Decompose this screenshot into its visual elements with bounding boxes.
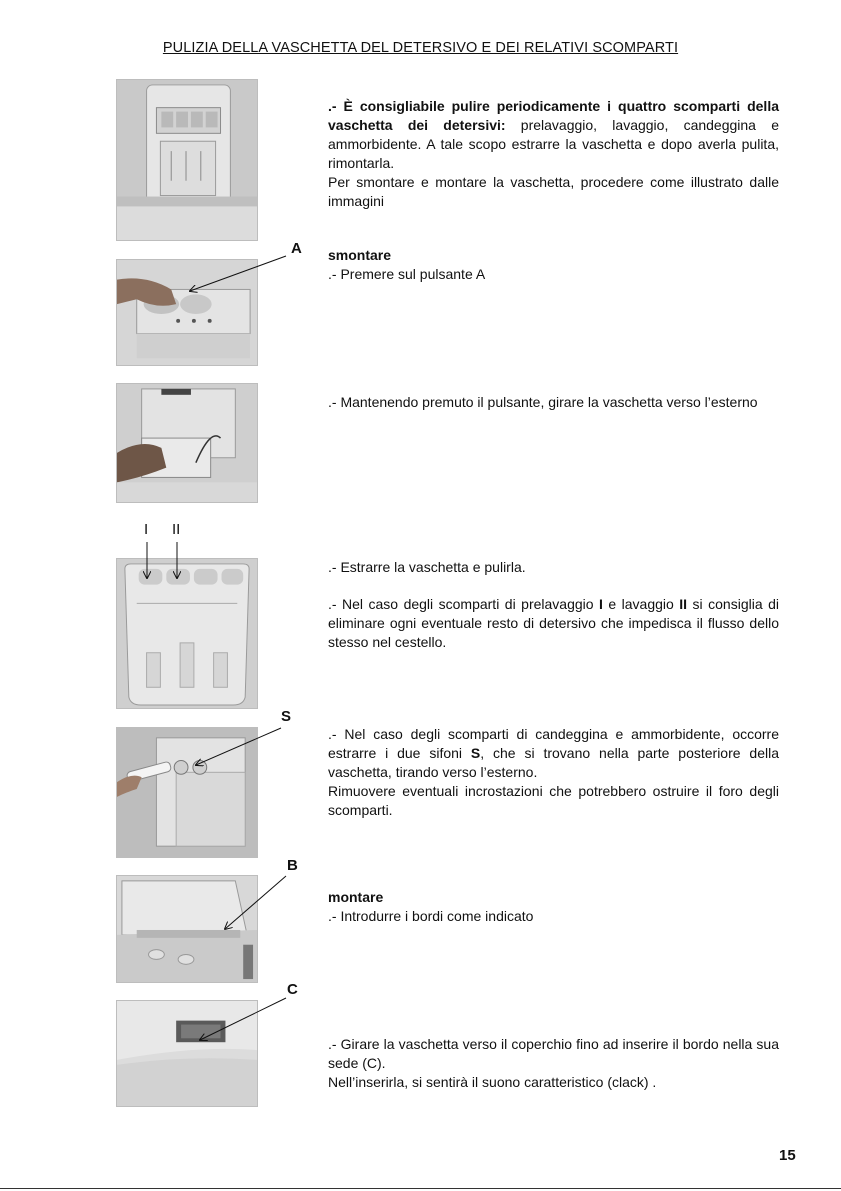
label-ii: II [172, 521, 181, 538]
photo-remove-siphons [116, 727, 258, 858]
smontare-step2: .- Mantenendo premuto il pulsante, girare la vaschetta verso l’esterno [328, 394, 758, 410]
intro-text [328, 97, 779, 211]
label-s: S [281, 708, 292, 725]
label-b: B [287, 857, 298, 874]
smontare-step3-block [328, 558, 779, 577]
montare-step2: .- Girare la vaschetta verso il coperchio fino ad inserire il bordo nella sua sede (C). [328, 1036, 779, 1071]
smontare-step2-block [328, 393, 779, 412]
photo-open-lid [116, 79, 258, 241]
montare-heading: montare [328, 889, 384, 905]
montare-step3: Nell’inserirla, si sentirà il suono caratteristico (clack) . [328, 1074, 657, 1090]
intro-rest: prelavaggio, lavaggio, candeggina e ammorbidente. A tale scopo estrarre la vaschetta e dopo averla pulita, rimontarla. [328, 117, 779, 171]
label-a: A [291, 240, 302, 257]
montare-step1: .- Introdurre i bordi come indicato [328, 908, 534, 924]
smontare-step4-block [328, 595, 779, 652]
intro-para2: Per smontare e montare la vaschetta, procedere come illustrato dalle immagini [328, 174, 779, 209]
intro-lead: .- È consigliabile pulire periodicamente i quattro scomparti della vaschetta dei detersivi: [328, 98, 779, 133]
photo-press-button [116, 259, 258, 366]
photo-insert-edges [116, 875, 258, 983]
photo-drawer-front [116, 558, 258, 709]
label-i: I [144, 521, 149, 538]
smontare-step4: .- Nel caso degli scomparti di prelavaggio I e lavaggio II si consiglia di eliminare ogni eventuale resto di detersivo che impedisca il flusso dello stesso nel cestello. [328, 596, 779, 650]
smontare-section [328, 246, 779, 284]
footer-rule [0, 1188, 841, 1189]
smontare-step5-block [328, 725, 779, 820]
smontare-step1: .- Premere sul pulsante A [328, 266, 486, 282]
label-c: C [287, 981, 298, 998]
smontare-step5-note: Rimuovere eventuali incrostazioni che potrebbero ostruire il foro degli scomparti. [328, 783, 779, 818]
photo-seat-edge [116, 1000, 258, 1107]
photo-rotate-drawer [116, 383, 258, 503]
smontare-step3: .- Estrarre la vaschetta e pulirla. [328, 559, 526, 575]
page-number: 15 [779, 1147, 796, 1164]
smontare-heading: smontare [328, 247, 392, 263]
page-title: PULIZIA DELLA VASCHETTA DEL DETERSIVO E DEI RELATIVI SCOMPARTI [162, 40, 679, 56]
montare-step2-block [328, 1035, 779, 1092]
smontare-step5: .- Nel caso degli scomparti di candeggina e ammorbidente, occorre estrarre i due sifoni S, che si trovano nella parte posteriore della vaschetta, tirando verso l’esterno. [328, 726, 779, 780]
montare-section [328, 888, 779, 926]
